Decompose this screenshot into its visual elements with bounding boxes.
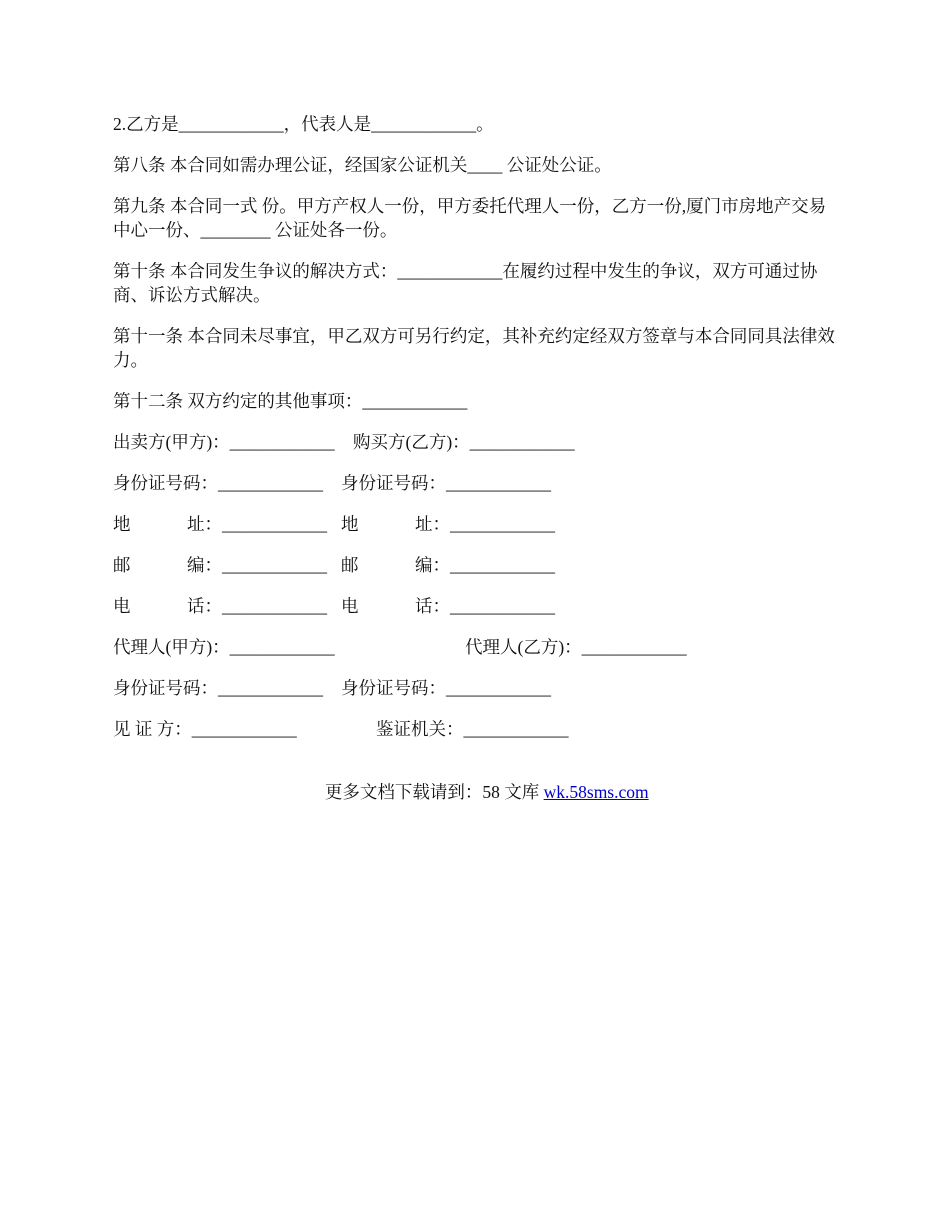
clause-10-disputes: 第十条 本合同发生争议的解决方式：____________在履约过程中发生的争议，双方可通过协商、诉讼方式解决。 <box>113 261 818 305</box>
clause-9-copies: 第九条 本合同一式 份。甲方产权人一份，甲方委托代理人一份，乙方一份,厦门市房地产交易中心一份、________ 公证处各一份。 <box>113 196 827 240</box>
agent-b-id-field: 身份证号码：____________ <box>341 678 551 698</box>
signature-row-phone <box>113 594 843 618</box>
seller-postcode-label-a: 邮 <box>113 555 131 575</box>
agent-a-field: 代理人(甲方)：____________ <box>113 637 335 657</box>
buyer-field: 购买方(乙方)：____________ <box>353 432 575 452</box>
seller-field: 出卖方(甲方)：____________ <box>113 432 335 452</box>
signature-row-address <box>113 512 843 536</box>
signature-row-agent-id <box>113 676 843 700</box>
signature-row-agents <box>113 635 843 659</box>
seller-postcode-field: 编：____________ <box>187 555 327 575</box>
seller-address-field: 址：____________ <box>187 514 327 534</box>
seller-address-label-a: 地 <box>113 514 131 534</box>
clause-11-supplement: 第十一条 本合同未尽事宜，甲乙双方可另行约定，其补充约定经双方签章与本合同同具法律效力。 <box>113 326 835 370</box>
download-footer <box>113 756 843 828</box>
certifier-field: 鉴证机关：____________ <box>376 719 569 739</box>
clause-party-b: 2.乙方是____________，代表人是____________。 <box>113 114 494 134</box>
signature-row-id <box>113 471 843 495</box>
buyer-postcode-label-a: 邮 <box>341 555 359 575</box>
clause-8-notarization: 第八条 本合同如需办理公证，经国家公证机关____ 公证处公证。 <box>113 155 612 175</box>
signature-row-postcode <box>113 553 843 577</box>
agent-a-id-field: 身份证号码：____________ <box>113 678 323 698</box>
buyer-id-field: 身份证号码：____________ <box>341 473 551 493</box>
footer-link[interactable]: wk.58sms.com <box>543 782 649 802</box>
document-page <box>113 112 843 802</box>
witness-field: 见 证 方：____________ <box>113 719 297 739</box>
clause-12-other-matters: 第十二条 双方约定的其他事项：____________ <box>113 391 468 411</box>
buyer-phone-label-a: 电 <box>341 596 359 616</box>
signature-row-witness <box>113 717 843 741</box>
buyer-postcode-field: 编：____________ <box>415 555 555 575</box>
buyer-address-field: 址：____________ <box>415 514 555 534</box>
signature-row-parties <box>113 430 843 454</box>
buyer-address-label-a: 地 <box>341 514 359 534</box>
seller-id-field: 身份证号码：____________ <box>113 473 323 493</box>
agent-b-field: 代理人(乙方)：____________ <box>465 637 687 657</box>
buyer-phone-field: 话：____________ <box>415 596 555 616</box>
seller-phone-field: 话：____________ <box>187 596 327 616</box>
footer-text: 更多文档下载请到：58 文库 <box>324 782 544 802</box>
seller-phone-label-a: 电 <box>113 596 131 616</box>
